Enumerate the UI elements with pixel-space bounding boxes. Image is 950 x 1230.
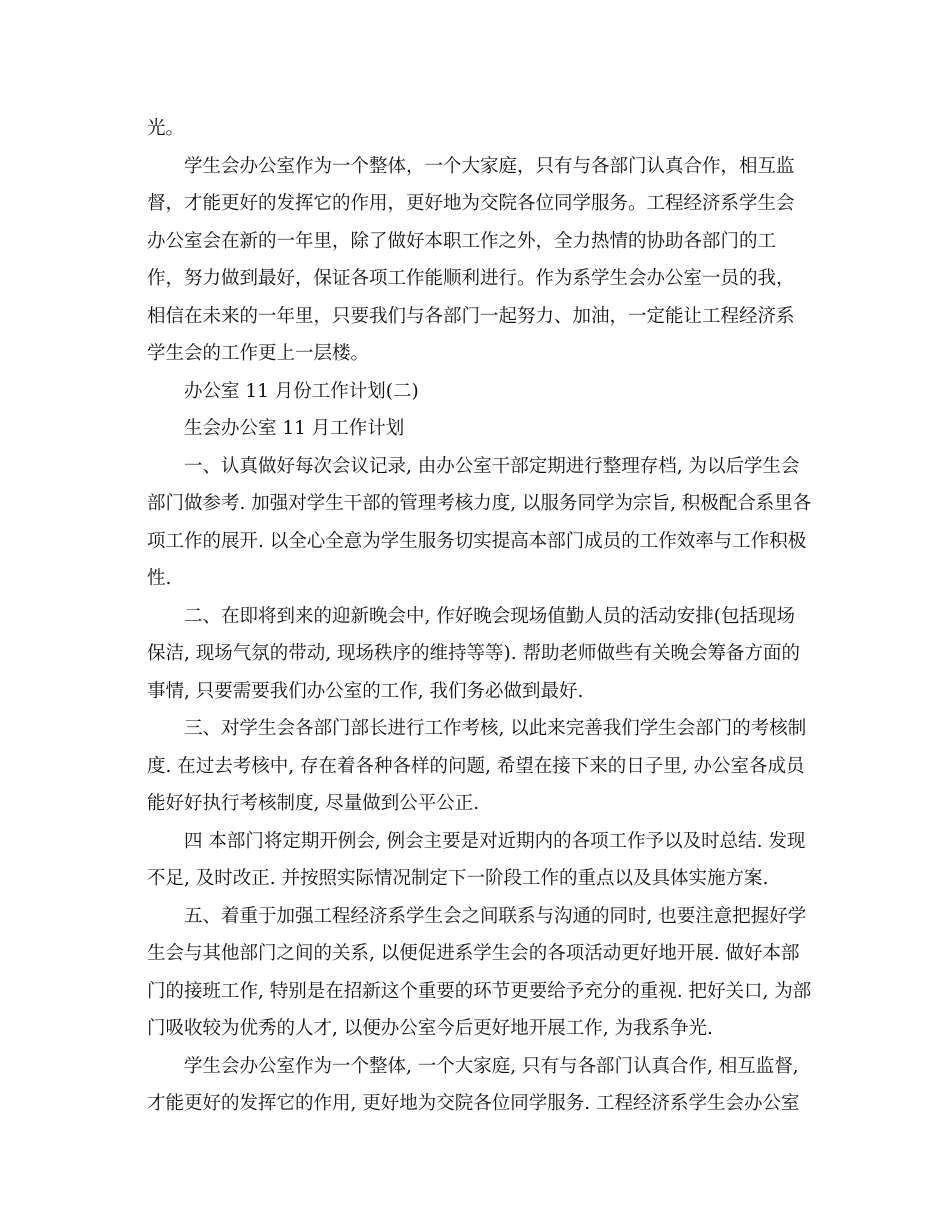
text-line: 能好好执行考核制度, 尽量做到公平公正. (147, 793, 480, 814)
text-line: 生会办公室 11 月工作计划 (184, 418, 405, 439)
text-line: 事情, 只要需要我们办公室的工作, 我们务必做到最好. (147, 680, 584, 702)
text-line: 学生会办公室作为一个整体, 一个大家庭, 只有与各部门认真合作, 相互监督, (184, 1055, 799, 1077)
text-line: 办公室 11 月份工作计划(二) (184, 380, 419, 402)
text-line: 办公室会在新的一年里，除了做好本职工作之外，全力热情的协助各部门的工 (147, 230, 777, 252)
text-line: 度. 在过去考核中, 存在着各种各样的问题, 希望在接下来的日子里, 办公室各成员 (147, 755, 805, 777)
text-line: 门吸收较为优秀的人才, 以便办公室今后更好地开展工作, 为我系争光. (147, 1018, 713, 1039)
text-line: 五、着重于加强工程经济系学生会之间联系与沟通的同时, 也要注意把握好学 (184, 905, 807, 927)
text-line: 门的接班工作, 特别是在招新这个重要的环节更要给予充分的重视. 把好关口, 为部 (147, 980, 812, 1002)
text-line: 部门做参考. 加强对学生干部的管理考核力度, 以服务同学为宗旨, 积极配合系里各 (147, 493, 812, 514)
text-line: 督，才能更好的发挥它的作用，更好地为交院各位同学服务。工程经济系学生会 (147, 193, 795, 214)
text-line: 一、认真做好每次会议记录, 由办公室干部定期进行整理存档, 为以后学生会 (184, 455, 800, 477)
text-line: 二、在即将到来的迎新晚会中, 作好晚会现场值勤人员的活动安排(包括现场 (184, 605, 795, 627)
text-line: 相信在未来的一年里，只要我们与各部门一起努力、加油，一定能让工程经济系 (147, 305, 795, 327)
text-line: 学生会办公室作为一个整体，一个大家庭，只有与各部门认真合作，相互监 (184, 155, 795, 177)
text-line: 不足, 及时改正. 并按照实际情况制定下一阶段工作的重点以及具体实施方案. (147, 868, 769, 889)
text-line: 保洁, 现场气氛的带动, 现场秩序的维持等等). 帮助老师做些有关晚会筹备方面的 (147, 643, 801, 664)
text-line: 三、对学生会各部门部长进行工作考核, 以此来完善我们学生会部门的考核制 (184, 718, 807, 739)
document-body (147, 110, 812, 1123)
text-line: 作，努力做到最好，保证各项工作能顺利进行。作为系学生会办公室一员的我， (147, 268, 795, 289)
text-line: 才能更好的发挥它的作用, 更好地为交院各位同学服务. 工程经济系学生会办公室 (147, 1093, 800, 1114)
text-line: 学生会的工作更上一层楼。 (147, 343, 370, 364)
text-line: 生会与其他部门之间的关系, 以便促进系学生会的各项活动更好地开展. 做好本部 (147, 943, 800, 964)
text-line: 光。 (147, 118, 185, 139)
text-line: 四 本部门将定期开例会, 例会主要是对近期内的各项工作予以及时总结. 发现 (184, 830, 806, 852)
text-line: 项工作的展开. 以全心全意为学生服务切实提高本部门成员的工作效率与工作积极 (147, 530, 807, 552)
text-line: 性. (147, 568, 172, 589)
